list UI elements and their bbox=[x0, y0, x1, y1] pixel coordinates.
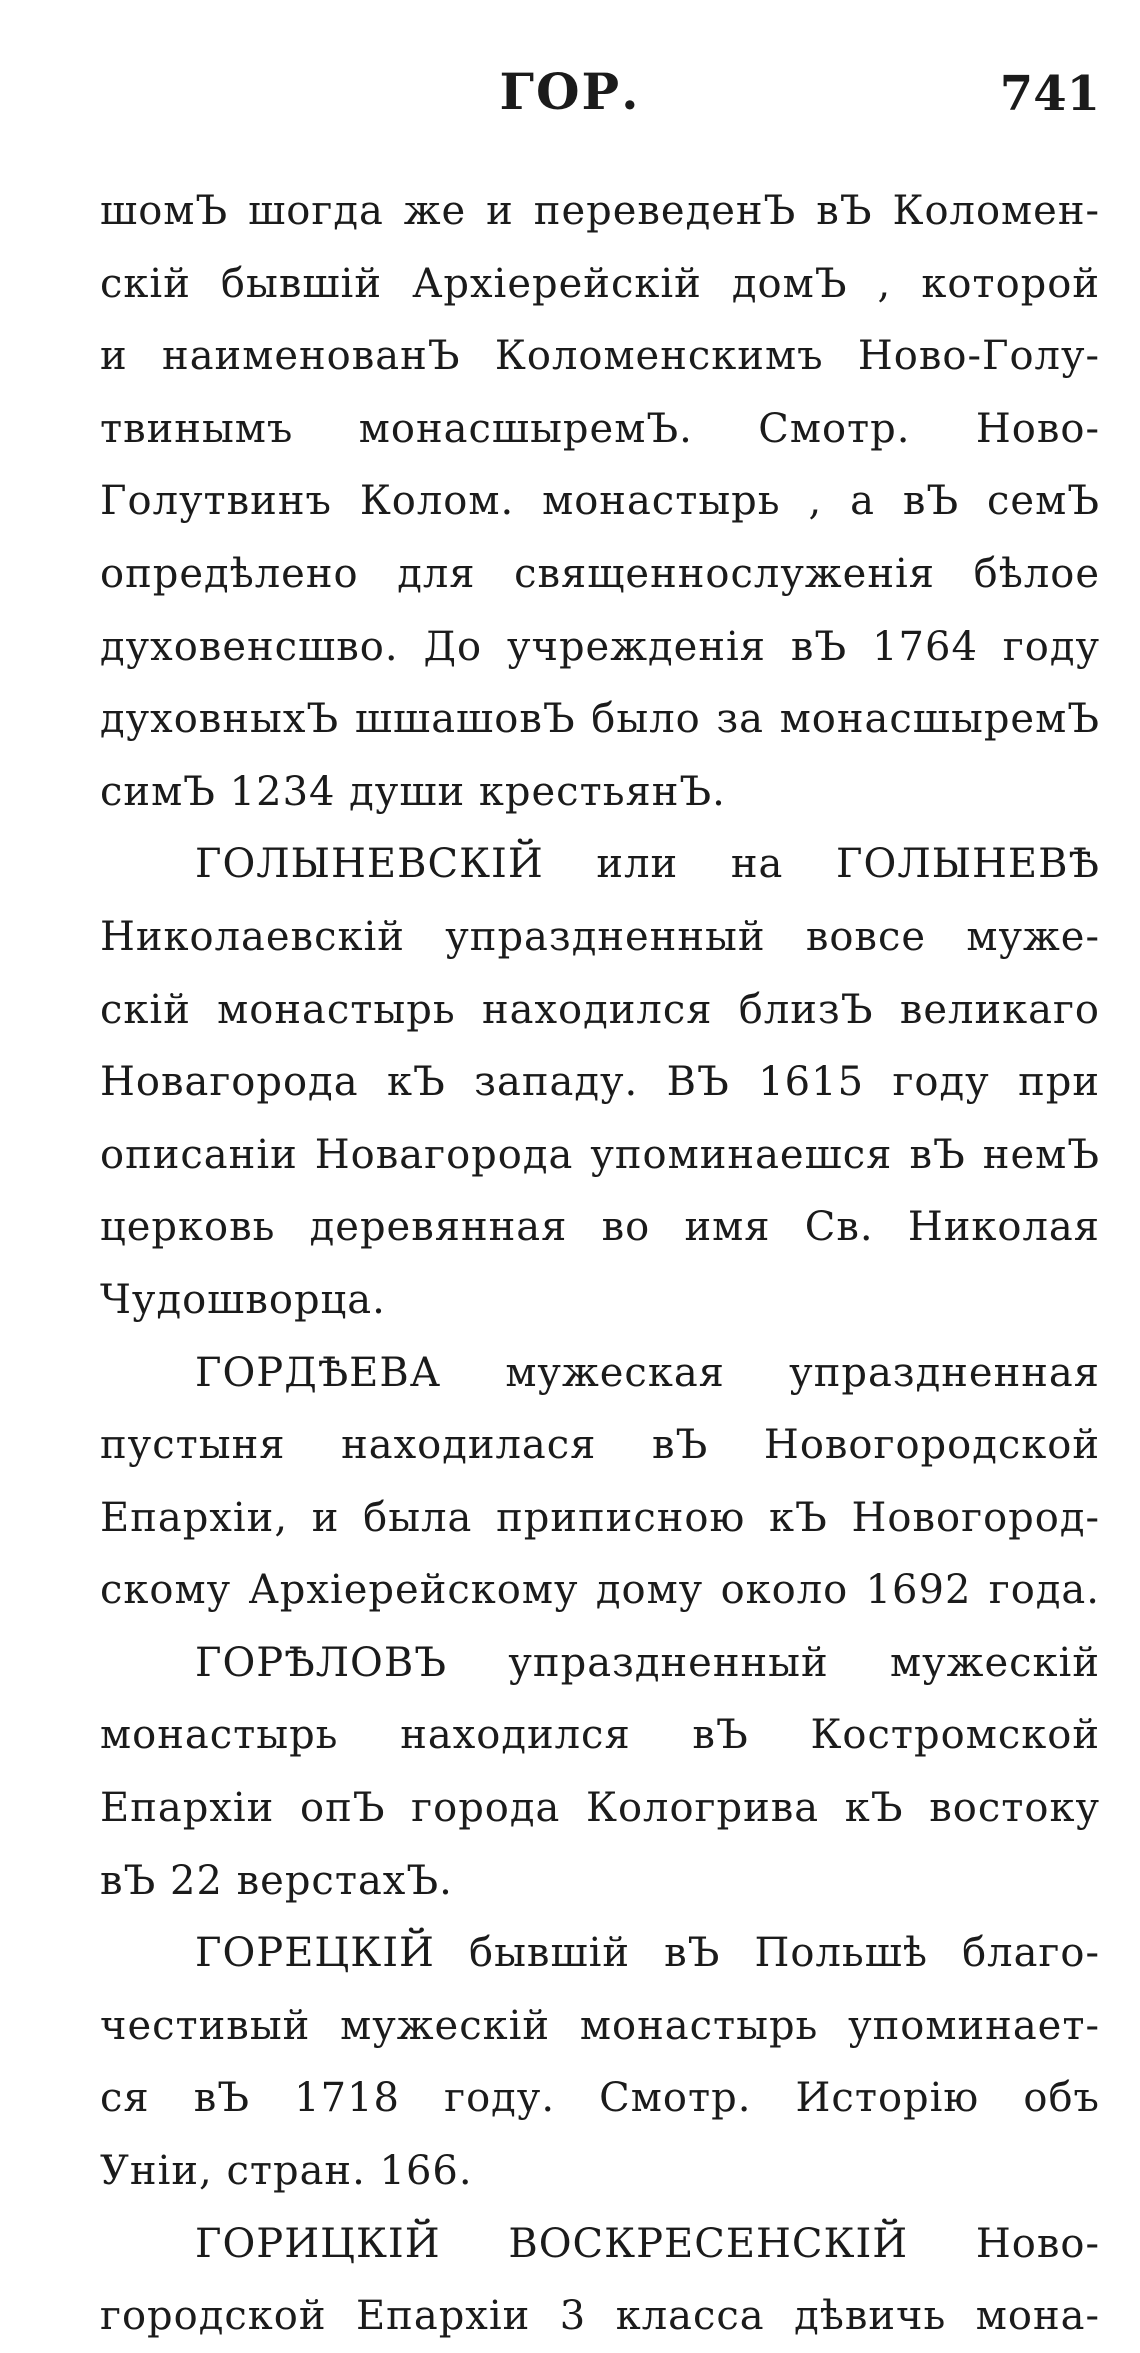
text-line: церковь деревянная во имя Св. Николая bbox=[100, 1204, 1100, 1251]
text-line: Николаевскій упраздненный вовсе муже- bbox=[100, 913, 1100, 960]
body-text bbox=[100, 175, 1100, 2353]
text-line: Уніи, стран. 166. bbox=[100, 2148, 473, 2195]
text-line: духовенсшво. До учрежденія вЪ 1764 году bbox=[100, 623, 1100, 670]
text-line: Епархіи, и была приписною кЪ Новогород- bbox=[100, 1494, 1100, 1541]
entry-heading-line: ГОРЕЦКІЙ бывшій вЪ Польшѣ благо- bbox=[195, 1930, 1100, 1977]
entry-heading-line: ГОРѢЛОВЪ упраздненный мужескій bbox=[195, 1639, 1100, 1686]
text-line: монастырь находился вЪ Костромской bbox=[100, 1712, 1100, 1759]
text-line: честивый мужескій монастырь упоминает- bbox=[100, 2002, 1100, 2049]
page-number: 741 bbox=[999, 66, 1100, 122]
text-line: скій монастырь находился близЪ великаго bbox=[100, 986, 1100, 1033]
text-line: скій бывшій Архіерейскій домЪ , которой bbox=[100, 260, 1100, 307]
text-line: Голутвинъ Колом. монастырь , а вЪ семЪ bbox=[100, 478, 1100, 525]
text-line: Епархіи опЪ города Кологрива кЪ востоку bbox=[100, 1785, 1100, 1832]
page-header bbox=[0, 62, 1140, 132]
entry-heading-line: ГОРДѢЕВА мужеская упраздненная bbox=[195, 1349, 1100, 1396]
text-line: Чудошворца. bbox=[100, 1276, 386, 1323]
text-line: городской Епархіи 3 класса дѣвичь мона- bbox=[100, 2293, 1100, 2340]
text-line: Новагорода кЪ западу. ВЪ 1615 году при bbox=[100, 1059, 1100, 1106]
text-line: вЪ 22 верстахЪ. bbox=[100, 1857, 453, 1904]
entry-heading-line: ГОЛЫНЕВСКІЙ или на ГОЛЫНЕВѢ bbox=[195, 841, 1100, 888]
text-line: шомЪ шогда же и переведенЪ вЪ Коломен- bbox=[100, 188, 1100, 234]
text-line: скому Архіерейскому дому около 1692 года. bbox=[100, 1567, 1100, 1614]
running-title: ГОР. bbox=[499, 62, 641, 121]
text-line: описаніи Новагорода упоминаешся вЪ немЪ bbox=[100, 1131, 1100, 1178]
text-line: твинымъ монасшыремЪ. Смотр. Ново- bbox=[100, 405, 1100, 452]
text-line: опредѣлено для священнослуженія бѣлое bbox=[100, 550, 1100, 597]
text-line: пустыня находилася вЪ Новогородской bbox=[100, 1422, 1100, 1469]
entry-heading-line: ГОРИЦКІЙ ВОСКРЕСЕНСКІЙ Ново- bbox=[195, 2220, 1100, 2267]
text-line: и наименованЪ Коломенскимъ Ново-Голу- bbox=[100, 333, 1100, 380]
text-line: духовныхЪ шшашовЪ было за монасшыремЪ bbox=[100, 696, 1100, 743]
text-line: ся вЪ 1718 году. Смотр. Исторію объ bbox=[100, 2075, 1100, 2122]
text-line: симЪ 1234 души крестьянЪ. bbox=[100, 768, 726, 815]
